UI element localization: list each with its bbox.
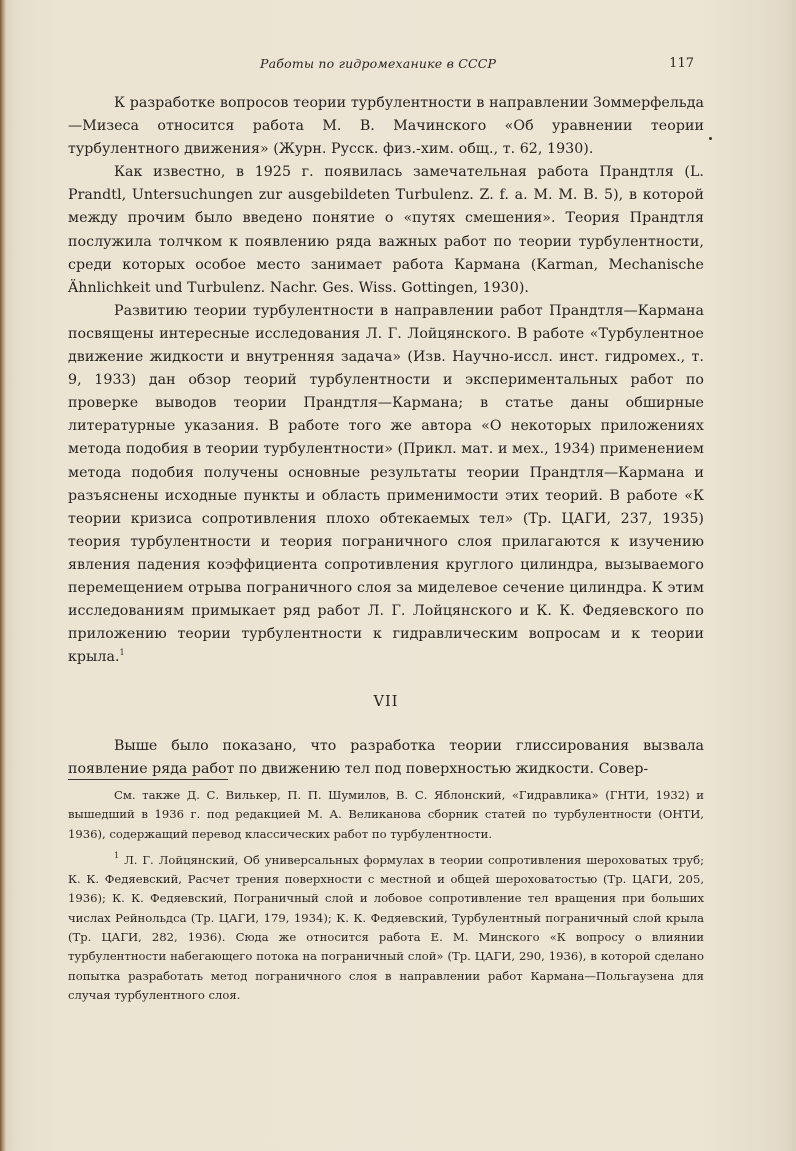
paragraph: Выше было показано, что разработка теории глиссирования вызвала появление ряда работ по движению тел под поверхностью жидкости. Совер-	[68, 738, 704, 778]
page-header	[110, 56, 700, 80]
footnote-reference: 1	[119, 648, 125, 658]
footnote-text: Л. Г. Лойцянский, Об универсальных формулах в теории сопротивления шероховатых труб; К. К. Федяевский, Расчет трения поверхности с местной и общей шероховатостью (Тр. ЦАГИ, 205, 1936); К. К. Федяевский, Пограничный слой и лобовое сопротивление тел вращения при больших числах Рейнольдса (Тр. ЦАГИ, 179, 1934); К. К. Федяевский, Турбулентный пограничный слой крыла (Тр. ЦАГИ, 282, 1936). Сюда же относится работа Е. М. Минского «К вопросу о влиянии турбулентности набегающего потока на пограничный слой» (Тр. ЦАГИ, 290, 1936), в которой сделано попытка разработать метод пограничного слоя в направлении работ Кармана—Польгаузена для случая турбулентного слоя.	[68, 852, 705, 1002]
paragraph	[68, 300, 704, 670]
footnote-divider	[68, 779, 228, 780]
main-text	[68, 92, 704, 669]
section-heading: VII	[373, 694, 399, 710]
section-text	[68, 735, 704, 781]
footnote	[68, 851, 704, 1005]
paragraph: К разработке вопросов теории турбулентности в направлении Зоммерфельда—Мизеса относится работа М. В. Мачинского «Об уравнении теории турбулентного движения» (Журн. Русск. физ.-хим. общ., т. 62, 1930).	[68, 95, 704, 158]
footnotes	[68, 786, 704, 1005]
running-head: Работы по гидромеханике в СССР	[260, 56, 497, 71]
paragraph-text: Развитию теории турбулентности в направлении работ Прандтля—Кармана посвящены интересные исследования Л. Г. Лойцянского. В работе «Турбулентное движение жидкости и внутренняя задача» (Изв. Научно-иссл. инст. гидромех., т. 9, 1933) дан обзор теорий турбулентности и экспериментальных работ по проверке выводов теории Прандтля—Кармана; в статье даны обширные литературные указания. В работе того же автора «О некоторых приложениях метода подобия в теории турбулентности» (Прикл. мат. и мех., 1934) применением метода подобия получены основные результаты теории Прандтля—Кармана и разъяснены исходные пункты и область применимости этих теорий. В работе «К теории кризиса сопротивления плохо обтекаемых тел» (Тр. ЦАГИ, 237, 1935) теория турбулентности и теория пограничного слоя прилагаются к изучению явления падения коэффициента сопротивления круглого цилиндра, вызываемого перемещением отрыва пограничного слоя за миделевое сечение цилиндра. К этим исследованиям примыкает ряд работ Л. Г. Лойцянского и К. К. Федяевского по приложению теории турбулентности к гидравлическим вопросам и к теории крыла.	[68, 302, 704, 666]
ink-speck	[709, 137, 712, 140]
page-binding-edge	[0, 0, 6, 1151]
paragraph: Как известно, в 1925 г. появилась замечательная работа Прандтля (L. Prandtl, Untersuchungen zur ausgebildeten Turbulenz. Z. f. a. M. M. B. 5), в которой между прочим было введено понятие о «путях смешения». Теория Прандтля послужила толчком к появлению ряда важных работ по теории турбулентности, среди которых особое место занимает работа Кармана (Karman, Mechanische Ähnlichkeit und Turbulenz. Nachr. Ges. Wiss. Gottingen, 1930).	[68, 164, 704, 296]
footnote: См. также Д. С. Вилькер, П. П. Шумилов, В. С. Яблонский, «Гидравлика» (ГНТИ, 1932) и вышедший в 1936 г. под редакцией М. А. Великанова сборник статей по турбулентности (ОНТИ, 1936), содержащий перевод классических работ по турбулентности.	[68, 788, 704, 841]
footnote-number: 1	[114, 850, 120, 860]
page-number: 117	[669, 56, 694, 71]
